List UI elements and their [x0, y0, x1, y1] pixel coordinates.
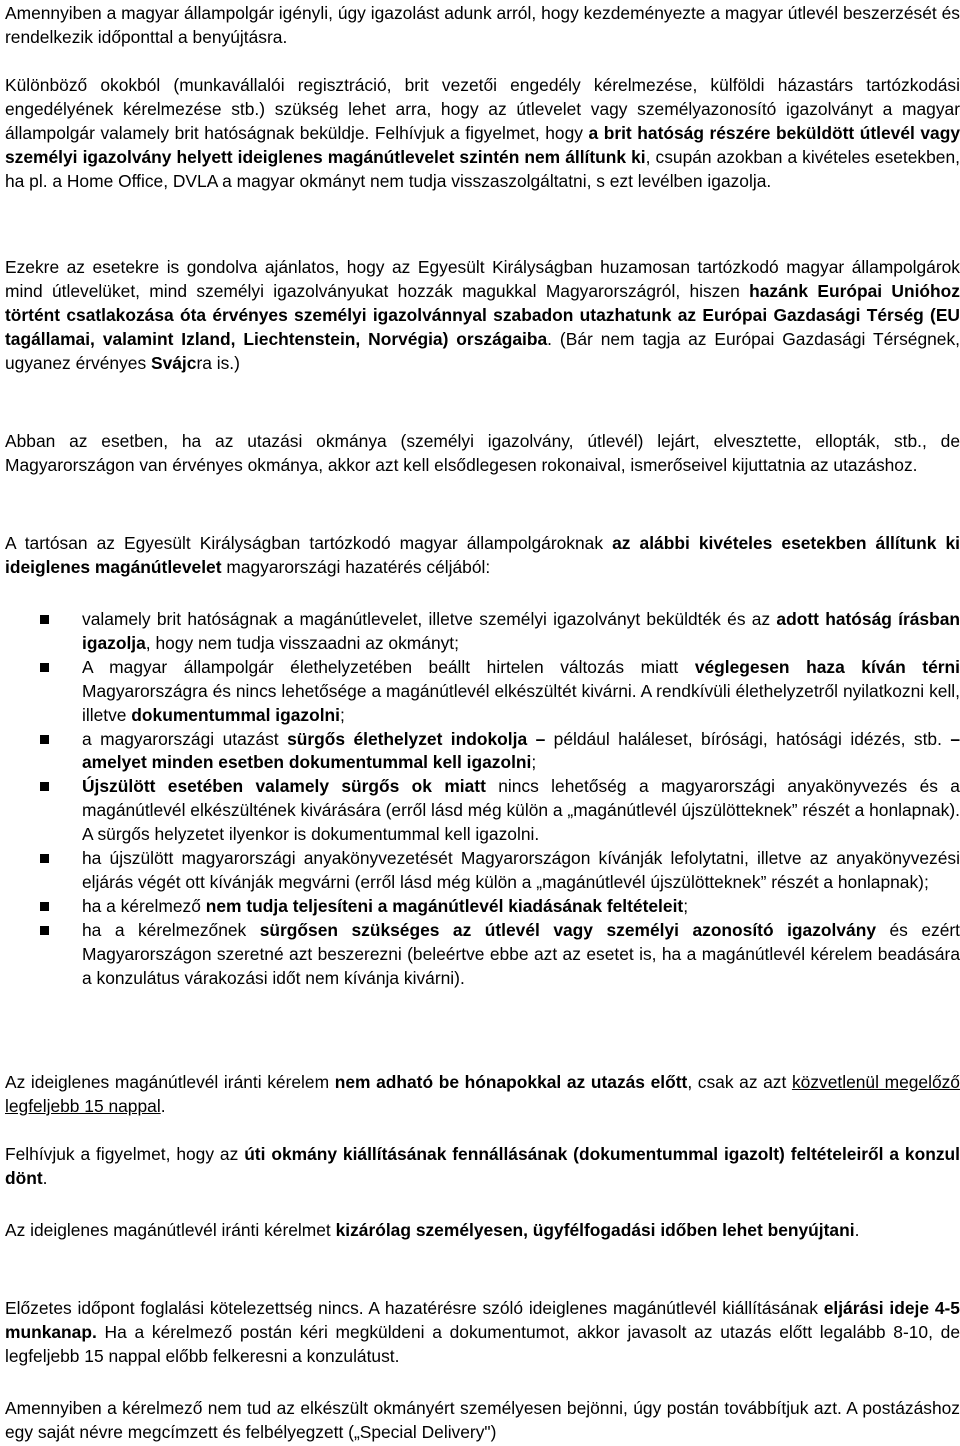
paragraph-expired-document	[5, 430, 960, 478]
bold-text-run: sürgős élethelyzet indokolja –	[287, 728, 546, 749]
text-run: , hogy nem tudja visszaadni az okmányt;	[145, 632, 459, 653]
text-run: Ezekre az esetekre is gondolva ajánlatos, hogy az Egyesült Királyságban huzamosan tartózkodó magyar állampolgárok mind útlevelüket, mind személyi igazolványukat hozzák magukkal Magyarországról, hiszen	[5, 257, 960, 301]
paragraph-in-person	[5, 1219, 859, 1243]
text-run: Abban az esetben, ha az utazási okmánya (személyi igazolvány, útlevél) lejárt, elvesztette, ellopták, stb., de Magyarországon van érvényes okmánya, akkor azt kell elsődlegesen rokonaival, ismerőseivel kijuttatnia az utazáshoz.	[5, 431, 960, 475]
bold-text-run: adott hatóság írásban igazolja	[82, 609, 960, 653]
text-run: ha újszülött magyarországi anyakönyvezetését Magyarországon kívánják lefolytatni, illetve az anyakönyvezési eljárás végét ott kívánják megvárni (erről lásd még külön a „magánútlevél újszülötteknek” részét a honlapnak);	[82, 848, 960, 892]
text-run: A tartósan az Egyesült Királyságban tartózkodó magyar állampolgároknak	[5, 533, 613, 553]
list-item	[5, 895, 960, 919]
bullet-square-icon	[40, 663, 49, 672]
paragraph-certificate	[5, 2, 960, 50]
text-run: nincs lehetőség a magyarországi anyakönyvezés és a magánútlevél elkészültének kivárására (erről lásd még külön a „magánútlevél újszülötteknek” részét a honlapnak). A sürgős helyzetet ilyenkor is dokumentummal kell igazolni.	[82, 776, 960, 845]
text-run: például haláleset, bírósági, hatósági idézés, stb.	[545, 728, 951, 749]
bold-text-run: Svájc	[150, 352, 197, 373]
bold-text-run: hazánk Európai Unióhoz történt csatlakozása óta érvényes személyi igazolvánnyal szabadon utazhatunk az Európai Gazdasági Térség (EU tagállamai, valamint Izland, Liechtenstein, Norvégia) országaiba	[5, 280, 960, 349]
text-run: ;	[531, 752, 537, 773]
paragraph-bring-documents	[5, 256, 960, 376]
underlined-text-run: közvetlenül megelőző legfeljebb 15 nappal	[5, 1072, 960, 1116]
bullet-square-icon	[40, 615, 49, 624]
text-run: és ezért Magyarországon szeretné azt beszerezni (beleértve ebbe azt az esetet is, ha a magánútlevél kérelem beadására a konzulátus várakozási időt nem kívánja kivárni).	[82, 919, 960, 988]
bullet-square-icon	[40, 854, 49, 863]
bullet-square-icon	[40, 926, 49, 935]
text-run: , csupán azokban a kivételes esetekben, ha pl. a Home Office, DVLA a magyar okmányt nem tudja visszaszolgáltatni, s ezt levélben igazolja.	[5, 146, 960, 191]
paragraph-postal-delivery	[5, 1397, 960, 1445]
bullet-square-icon	[40, 782, 49, 791]
list-item	[5, 728, 960, 776]
bold-text-run: dokumentummal igazolni	[131, 704, 341, 725]
list-item	[5, 775, 960, 847]
text-run: Az ideiglenes magánútlevél iránti kérelem	[5, 1072, 335, 1092]
text-run: .	[42, 1167, 48, 1188]
text-run: Az ideiglenes magánútlevél iránti kérelmet	[5, 1220, 336, 1240]
text-run: ha a kérelmező	[82, 895, 206, 916]
bold-text-run: Újszülött esetében valamely sürgős ok miatt	[82, 776, 486, 797]
bold-text-run: úti okmány kiállításának fennállásának (dokumentummal igazolt) feltételeiről a konzul dönt	[5, 1144, 960, 1188]
text-run: ;	[683, 895, 689, 916]
bold-text-run: kizárólag személyesen, ügyfélfogadási időben lehet benyújtani	[335, 1220, 855, 1240]
text-run: .	[854, 1220, 860, 1240]
bullet-square-icon	[40, 735, 49, 744]
text-run: Felhívjuk a figyelmet, hogy az	[5, 1144, 245, 1164]
text-run: . (Bár nem tagja az Európai Gazdasági Térségnek, ugyanez érvényes	[5, 328, 960, 373]
text-run: Magyarországra és nincs lehetősége a magánútlevél elkészültét kivárni. A rendkívüli élethelyzetről nyilatkozni kell, illetve	[82, 680, 960, 725]
text-run: Előzetes időpont foglalási kötelezettség nincs. A hazatérésre szóló ideiglenes magánútlevél kiállításának	[5, 1298, 824, 1318]
text-run: valamely brit hatóságnak a magánútlevelet, illetve személyi igazolványt beküldték és az	[82, 609, 777, 629]
bold-text-run: nem adható be hónapokkal az utazás előtt	[334, 1072, 688, 1092]
text-run: Különböző okokból (munkavállalói regisztráció, brit vezetői engedély kérelmezése, külföldi házastárs tartózkodási engedélyének kérelmezése stb.) szükség lehet arra, hogy az útlevelet vagy személyazonosító igazolványt a magyar állampolgár valamely brit hatóságnak beküldje. Felhívjuk a figyelmet, hogy	[5, 75, 960, 143]
bold-text-run: eljárási ideje 4-5 munkanap.	[5, 1298, 960, 1342]
text-run: Amennyiben a magyar állampolgár igényli, úgy igazolást adunk arról, hogy kezdeményezte a magyar útlevél beszerzését és rendelkezik időponttal a benyújtásra.	[5, 3, 960, 47]
paragraph-timing	[5, 1071, 960, 1119]
bold-text-run: az alábbi kivételes esetekben állítunk ki ideiglenes magánútlevelet	[5, 533, 960, 577]
text-run: ;	[340, 704, 345, 725]
exceptions-list	[5, 608, 960, 991]
bold-text-run: sürgősen szükséges az útlevél vagy személyi azonosító igazolvány	[259, 919, 876, 940]
list-item	[5, 608, 960, 656]
text-run: ra is.)	[196, 352, 240, 373]
paragraph-british-authority	[5, 74, 960, 194]
paragraph-processing-time	[5, 1297, 960, 1369]
bold-text-run: véglegesen haza kíván térni	[694, 656, 960, 677]
bold-text-run: – amelyet minden esetben dokumentummal kell igazolni	[82, 728, 960, 773]
paragraph-exceptions-intro	[5, 532, 960, 580]
list-item	[5, 847, 960, 895]
text-run: magyarországi hazatérés céljából:	[221, 556, 491, 577]
text-run: Amennyiben a kérelmező nem tud az elkészült okmányért személyesen bejönni, úgy postán továbbítjuk azt. A postázáshoz egy saját névre megcímzett és felbélyegzett („Special Delivery")	[5, 1398, 960, 1442]
bold-text-run: a brit hatóság részére beküldött útlevél vagy személyi igazolvány helyett ideiglenes magánútlevelet szintén nem állítunk ki	[5, 122, 960, 167]
text-run: ha a kérelmezőnek	[82, 919, 260, 940]
text-run: a magyarországi utazást	[82, 728, 288, 749]
list-item	[5, 656, 960, 728]
bullet-square-icon	[40, 902, 49, 911]
text-run: .	[160, 1095, 166, 1116]
bold-text-run: nem tudja teljesíteni a magánútlevél kiadásának feltételeit	[205, 895, 684, 916]
text-run: , csak az azt	[687, 1072, 792, 1092]
paragraph-consul-decides	[5, 1143, 960, 1191]
text-run: Ha a kérelmező postán kéri megküldeni a dokumentumot, akkor javasolt az utazás előtt legalább 8-10, de legfeljebb 15 nappal előbb felkeresni a konzulátust.	[5, 1321, 960, 1366]
list-item	[5, 919, 960, 991]
text-run: A magyar állampolgár élethelyzetében beállt hirtelen változás miatt	[82, 656, 695, 677]
